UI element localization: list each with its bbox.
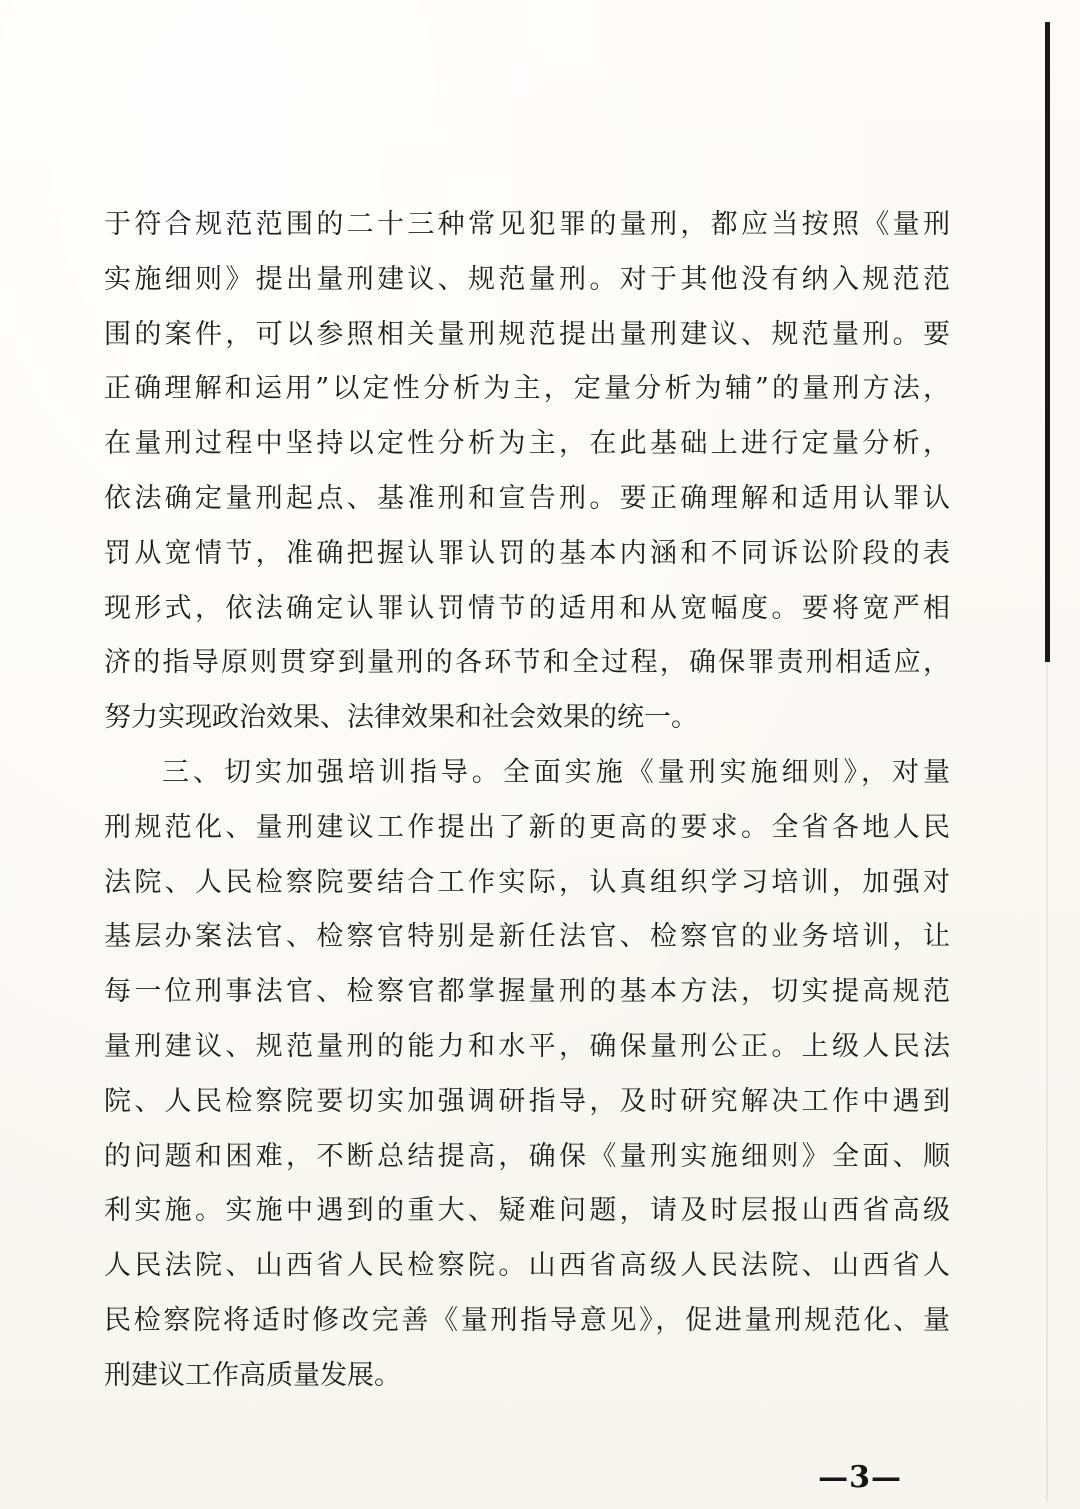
paragraph-continuation <box>104 202 950 750</box>
text-line: 刑建议工作高质量发展。 <box>104 1359 401 1391</box>
text-line: 量刑建议、规范量刑的能力和水平，确保量刑公正。上级人民法 <box>104 1030 950 1062</box>
text-line: 利实施。实施中遇到的重大、疑难问题，请及时层报山西省高级 <box>104 1195 950 1227</box>
text-line: 现形式，依法确定认罪认罚情节的适用和从宽幅度。要将宽严相 <box>104 592 950 624</box>
text-line: 院、人民检察院要切实加强调研指导，及时研究解决工作中遇到 <box>104 1085 950 1117</box>
section-heading-line: 三、切实加强培训指导。全面实施《量刑实施细则》，对量 <box>162 756 950 788</box>
text-line: 正确理解和运用”以定性分析为主，定量分析为辅”的量刑方法， <box>104 373 950 405</box>
text-line: 依法确定量刑起点、基准刑和宣告刑。要正确理解和适用认罪认 <box>104 482 950 514</box>
document-body <box>104 202 950 1408</box>
text-line: 努力实现政治效果、法律效果和社会效果的统一。 <box>104 702 698 734</box>
scan-edge-line <box>1045 22 1050 662</box>
page-number: —3— <box>818 1460 902 1495</box>
scan-edge-shadow <box>1046 662 1048 1502</box>
paragraph-section-three <box>104 750 950 1408</box>
text-line: 人民法院、山西省人民检察院。山西省高级人民法院、山西省人 <box>104 1250 950 1282</box>
text-line: 民检察院将适时修改完善《量刑指导意见》，促进量刑规范化、量 <box>104 1304 950 1336</box>
text-line: 刑规范化、量刑建议工作提出了新的更高的要求。全省各地人民 <box>104 811 950 843</box>
text-line: 实施细则》提出量刑建议、规范量刑。对于其他没有纳入规范范 <box>104 263 950 295</box>
text-line: 于符合规范范围的二十三种常见犯罪的量刑，都应当按照《量刑 <box>104 209 950 240</box>
text-line: 罚从宽情节，准确把握认罪认罚的基本内涵和不同诉讼阶段的表 <box>104 537 950 569</box>
text-line: 的问题和困难，不断总结提高，确保《量刑实施细则》全面、顺 <box>104 1140 950 1172</box>
text-line: 在量刑过程中坚持以定性分析为主，在此基础上进行定量分析， <box>104 428 950 460</box>
text-line: 基层办案法官、检察官特别是新任法官、检察官的业务培训，让 <box>104 921 950 953</box>
text-line: 法院、人民检察院要结合工作实际，认真组织学习培训，加强对 <box>104 866 950 898</box>
text-line: 围的案件，可以参照相关量刑规范提出量刑建议、规范量刑。要 <box>104 318 950 350</box>
text-line: 济的指导原则贯穿到量刑的各环节和全过程，确保罪责刑相适应， <box>104 647 950 679</box>
text-line: 每一位刑事法官、检察官都掌握量刑的基本方法，切实提高规范 <box>104 976 950 1008</box>
